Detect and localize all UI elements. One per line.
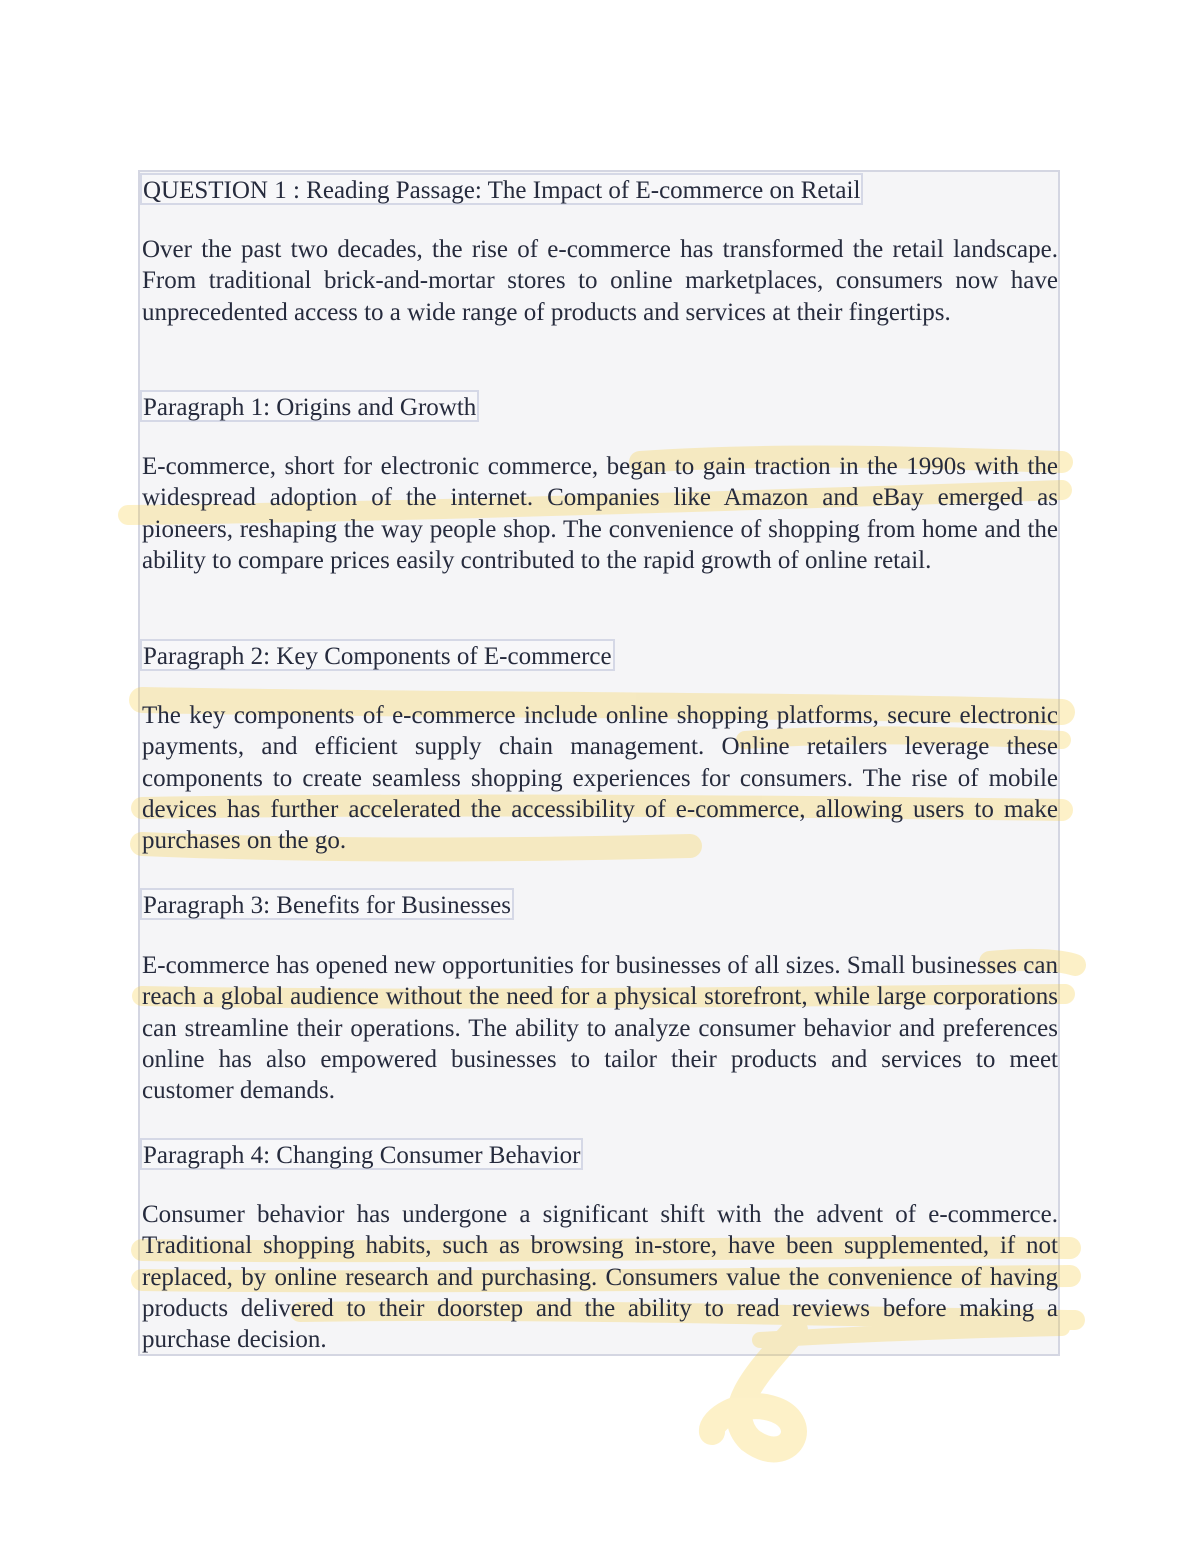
paragraph-4-body: Consumer behavior has undergone a significant shift with the advent of e-commerce. Traditional shopping habits, such as browsing in-store, have been supplemented, if not replaced, by online research and purchasing. Consumers value the convenience of having products delivered to their doorstep and the ability to read reviews before making a purchase decision. [142, 1201, 1058, 1354]
paragraph-4-heading: Paragraph 4: Changing Consumer Behavior [140, 1138, 583, 1170]
question-title: QUESTION 1 : Reading Passage: The Impact of E-commerce on Retail [140, 173, 863, 205]
paragraph-3-body: E-commerce has opened new opportunities for businesses of all sizes. Small businesses can reach a global audience without the need for a physical storefront, while large corporations can streamline their operations. The ability to analyze consumer behavior and preferences online has also empowered businesses to tailor their products and services to meet customer demands. [142, 952, 1058, 1105]
intro-paragraph: Over the past two decades, the rise of e-commerce has transformed the retail landscape. From traditional brick-and-mortar stores to online marketplaces, consumers now have unprecedented access to a wide range of products and services at their fingertips. [142, 236, 1058, 326]
paragraph-2-body: The key components of e-commerce include online shopping platforms, secure electronic payments, and efficient supply chain management. Online retailers leverage these components to create seamless shopping experiences for consumers. The rise of mobile devices has further accelerated the accessibility of e-commerce, allowing users to make purchases on the go. [142, 702, 1058, 855]
paragraph-1-body: E-commerce, short for electronic commerce, began to gain traction in the 1990s with the widespread adoption of the internet. Companies like Amazon and eBay emerged as pioneers, reshaping the way people shop. The convenience of shopping from home and the ability to compare prices easily contributed to the rapid growth of online retail. [142, 453, 1058, 574]
paragraph-1-heading: Paragraph 1: Origins and Growth [140, 390, 479, 422]
paragraph-3-heading: Paragraph 3: Benefits for Businesses [140, 888, 514, 920]
paragraph-2-heading: Paragraph 2: Key Components of E-commerce [140, 639, 615, 671]
